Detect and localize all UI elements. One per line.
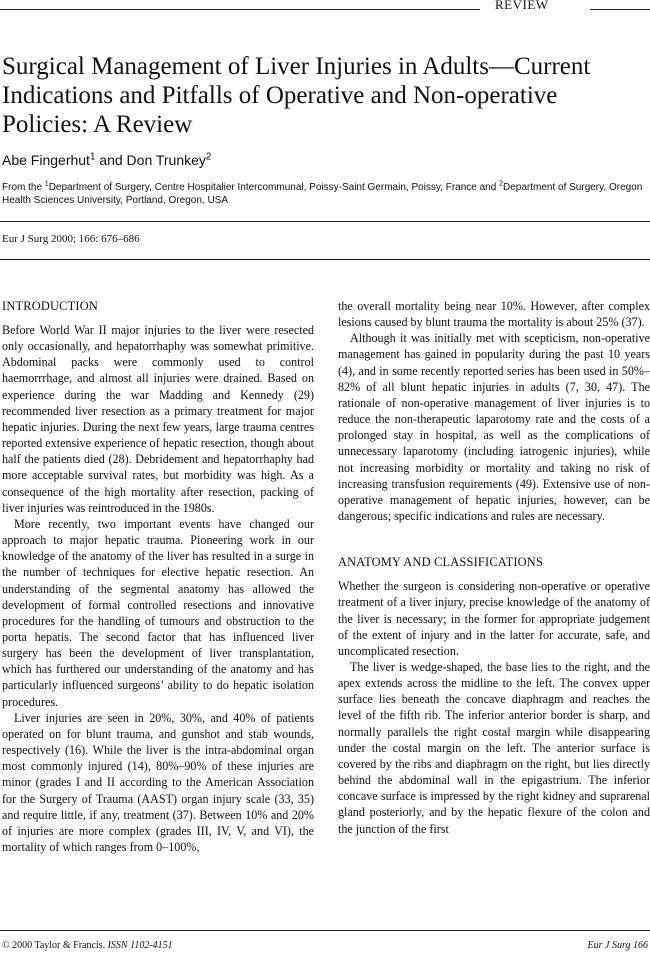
affiliation-text: Department of Surgery, Oregon Health Sciences University, Portland, Oregon, USA [2,182,643,206]
section-heading-introduction: INTRODUCTION [2,299,99,313]
author-conjunction: and [95,152,127,168]
article-title: Surgical Management of Liver Injuries in Adults—Current Indications and Pitfalls of Operative and Non-operative Policies: A Review [2,53,591,138]
affiliation-mark: 1 [44,180,49,188]
affiliation-text: Department of Surgery, Centre Hospitalier Intercommunal, Poissy-Saint Germain, Poissy, France and [48,182,500,193]
divider [0,221,650,222]
copyright-text: © 2000 Taylor & Francis. [2,940,106,951]
running-header [0,0,650,14]
journal-id: Eur J Surg 166 [587,940,648,951]
affiliation-mark: 2 [499,180,503,188]
author-name: Don Trunkey [126,152,206,168]
author-line [2,152,211,168]
affiliation-prefix: From the [2,182,45,193]
author-affiliation-mark: 1 [89,151,96,163]
section-heading-anatomy: ANATOMY AND CLASSIFICATIONS [338,555,544,570]
paragraph: The liver is wedge-shaped, the base lies to the right, and the apex extends across the midline to the left. The convex upper surface lies beneath the concave diaphragm and reaches the level of the fifth rib. The inferior anterior border is sharp, and normally parallels the right costal margin while disappearing under the costal margin on the left. The anterior surface is covered by the ribs and diaphragm on the right, but lies directly behind the abdominal wall in the epigastrium. The inferior concave surface is impressed by the right kidney and suprarenal gland posteriorly, and by the hepatic flexure of the colon and the junction of the first [338,659,650,836]
header-rule-right [590,9,650,10]
citation: Eur J Surg 2000; 166: 676–686 [2,233,140,245]
author-name: Abe Fingerhut [2,152,90,168]
page-footer [0,930,650,955]
issn: ISSN 1102-4151 [107,940,173,951]
paragraph: Whether the surgeon is considering non-operative or operative treatment of a liver injury, precise knowledge of the anatomy of the liver is necessary; in the former for appropriate judgement of the extent of injury and in the latter for accurate, safe, and uncomplicated resection. [338,579,650,658]
section-label: REVIEW [495,0,549,12]
paragraph: the overall mortality being near 10%. However, after complex lesions caused by blunt trauma the mortality is about 25% (37). [338,299,650,330]
paragraph: Before World War II major injuries to the liver were resected only occasionally, and hepatorrhaphy was somewhat primitive. Abdominal packs were commonly used to control haemorrrhage, and almost all injuries were drained. Based on experience during the war Madding and Kennedy (29) recommended liver resection as a primary treatment for major hepatic injuries. During the next few years, large trauma centres reported extensive experience of hepatic resection, though about half the patients died (28). Debridement and hepatorrhaphy had more acceptable survival rates, but morbidity was high. As a consequence of the high mortality after resection, packing of liver injuries was reintroduced in the 1980s. [2,323,314,515]
footer-rule [0,930,650,931]
column-right [338,298,650,837]
paragraph: Liver injuries are seen in 20%, 30%, and 40% of patients operated on for blunt trauma, and gunshot and stab wounds, respectively (16). While the liver is the intra-abdominal organ most commonly injured (14), 80%–90% of these injuries are minor (grades I and II according to the American Association for the Surgery of Trauma (AAST) organ injury scale (33, 35) and require little, if any, treatment (37). Between 10% and 20% of injuries are more complex (grades III, IV, V, and VI), the mortality of which ranges from 0–100%, [2,710,314,854]
copyright-notice [2,940,173,951]
paragraph: Although it was initially met with scepticism, non-operative management has gained in popularity during the past 10 years (4), and in some recently reported series has been used in 50%–82% of all blunt hepatic injuries in adults (7, 30, 47). The rationale of non-operative management of liver injuries is to reduce the non-therapeutic laparotomy rate and the costs of a prolonged stay in hospital, as well as the complications of unnecessary laparotomy (including iatrogenic injuries), while not increasing morbidity or mortality and taking no risk of increasing transfusion requirements (49). Extensive use of non-operative management of hepatic injuries, however, can be dangerous; specific indications and rules are necessary. [338,331,650,524]
column-left [2,298,314,855]
header-rule-left [0,9,480,10]
author-affiliation-mark: 2 [205,151,212,163]
divider [0,259,650,260]
paragraph: More recently, two important events have changed our approach to major hepatic trauma. Pioneering work in our knowledge of the anatomy of the liver has resulted in a surge in the number of techniques for elective hepatic resection. An understanding of the segmental anatomy has allowed the development of formal controlled resections and innovative procedures for the handling of tumours and obstruction to the porta hepatis. The second factor that has influenced liver surgery has been the development of liver transplantation, which has furthered our understanding of the anatomy and has particularly influenced surgeons’ ability to do hepatic isolation procedures. [2,516,314,709]
affiliations [2,181,650,207]
